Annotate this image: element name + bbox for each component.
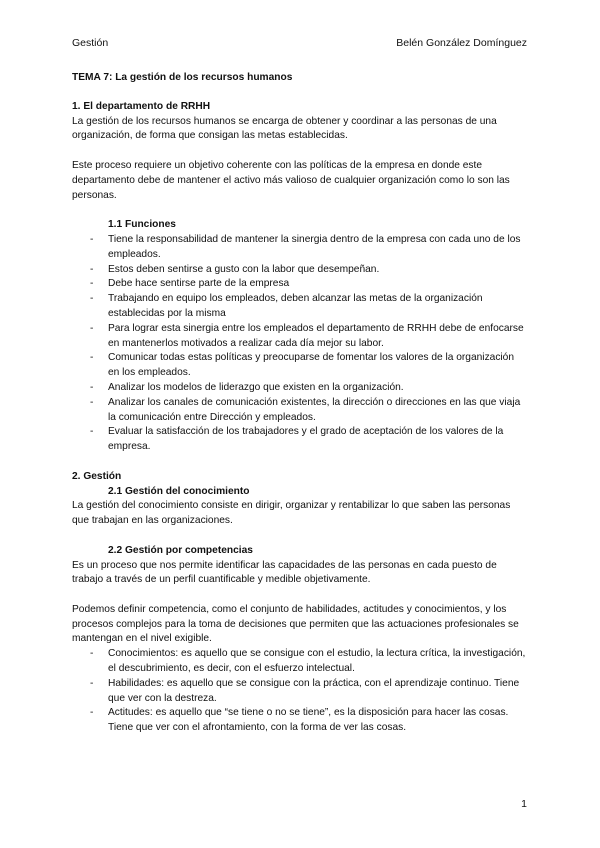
section-1-paragraph-2: Este proceso requiere un objetivo coherente con las políticas de la empresa en donde este departamento debe de mantener el activo más valioso de cualquier organización como lo son las personas. [72, 159, 510, 201]
document-title: TEMA 7: La gestión de los recursos humanos [72, 72, 293, 83]
bullet-marker: - [90, 426, 94, 438]
section-2-2-paragraph-2: Podemos definir competencia, como el conjunto de habilidades, actitudes y conocimientos, y los procesos complejos para la toma de decisiones que permiten que las actuaciones profesionales se mantengan en el nivel exigible. [72, 603, 519, 645]
list-item: - Trabajando en equipo los empleados, deben alcanzar las metas de la organización establecidas por la misma [90, 293, 483, 319]
competencies-list [72, 647, 528, 736]
section-2-heading: 2. Gestión [72, 470, 122, 482]
section-1-1-heading: 1.1 Funciones [108, 219, 176, 231]
bullet-marker: - [90, 381, 94, 393]
section-2-1-paragraph: La gestión del conocimiento consiste en dirigir, organizar y rentabilizar lo que saben las personas que trabajan en las organizaciones. [72, 500, 511, 527]
bullet-marker: - [90, 352, 94, 364]
list-item: - Comunicar todas estas políticas y preocuparse de fomentar los valores de la organización en los empleados. [90, 352, 515, 379]
bullet-marker: - [90, 263, 94, 275]
list-item: - Evaluar la satisfacción de los trabajadores y el grado de aceptación de los valores de la empresa. [90, 426, 504, 453]
bullet-marker: - [90, 707, 94, 719]
bullet-marker: - [90, 396, 94, 408]
section-2-2-heading: 2.2 Gestión por competencias [108, 544, 253, 556]
bullet-marker: - [90, 648, 94, 660]
list-item: - Analizar los canales de comunicación existentes, la dirección o direcciones en las que viaja la comunicación entre Dirección y empleados. [90, 396, 521, 423]
section-2-2-paragraph-1: Es un proceso que nos permite identificar las capacidades de las personas en cada puesto de trabajo a través de un perfil cuantificable y medible objetivamente. [72, 559, 497, 586]
list-item: - Tiene la responsabilidad de mantener la sinergia dentro de la empresa con cada uno de los empleados. [90, 233, 521, 260]
bullet-marker: - [90, 322, 94, 334]
list-item: - Debe hace sentirse parte de la empresa [72, 277, 528, 292]
section-2-1-heading: 2.1 Gestión del conocimiento [108, 485, 250, 497]
section-1-paragraph-1: La gestión de los recursos humanos se encarga de obtener y coordinar a las personas de una organización, de forma que consigan las metas establecidas. [72, 115, 497, 142]
header-subject: Gestión [72, 37, 109, 49]
page-content [72, 71, 528, 736]
header-author: Belén González Domínguez [396, 37, 527, 49]
bullet-marker: - [90, 233, 94, 245]
bullet-marker: - [90, 293, 94, 305]
bullet-marker: - [90, 677, 94, 689]
list-item: - Analizar los modelos de liderazgo que existen en la organización. [72, 381, 528, 396]
list-item: - Conocimientos: es aquello que se consigue con el estudio, la lectura crítica, la investigación, el descubrimiento, es decir, con el esfuerzo intelectual. [90, 648, 526, 675]
list-item: - Para lograr esta sinergia entre los empleados el departamento de RRHH debe de enfocarse en mantenerlos motivados a realizar cada día mejor su labor. [90, 322, 524, 349]
bullet-marker: - [90, 278, 94, 290]
page-number: 1 [521, 798, 527, 810]
list-item: - Habilidades: es aquello que se consigue con la práctica, con el aprendizaje continuo. Tiene que ver con la destreza. [90, 677, 520, 704]
list-item: - Actitudes: es aquello que “se tiene o no se tiene”, es la disposición para hacer las cosas. Tiene que ver con el afrontamiento, con la forma de ver las cosas. [90, 707, 509, 734]
functions-list [72, 233, 528, 455]
list-item: - Estos deben sentirse a gusto con la labor que desempeñan. [72, 263, 528, 278]
page-header [72, 37, 527, 51]
section-1-heading: 1. El departamento de RRHH [72, 100, 211, 112]
